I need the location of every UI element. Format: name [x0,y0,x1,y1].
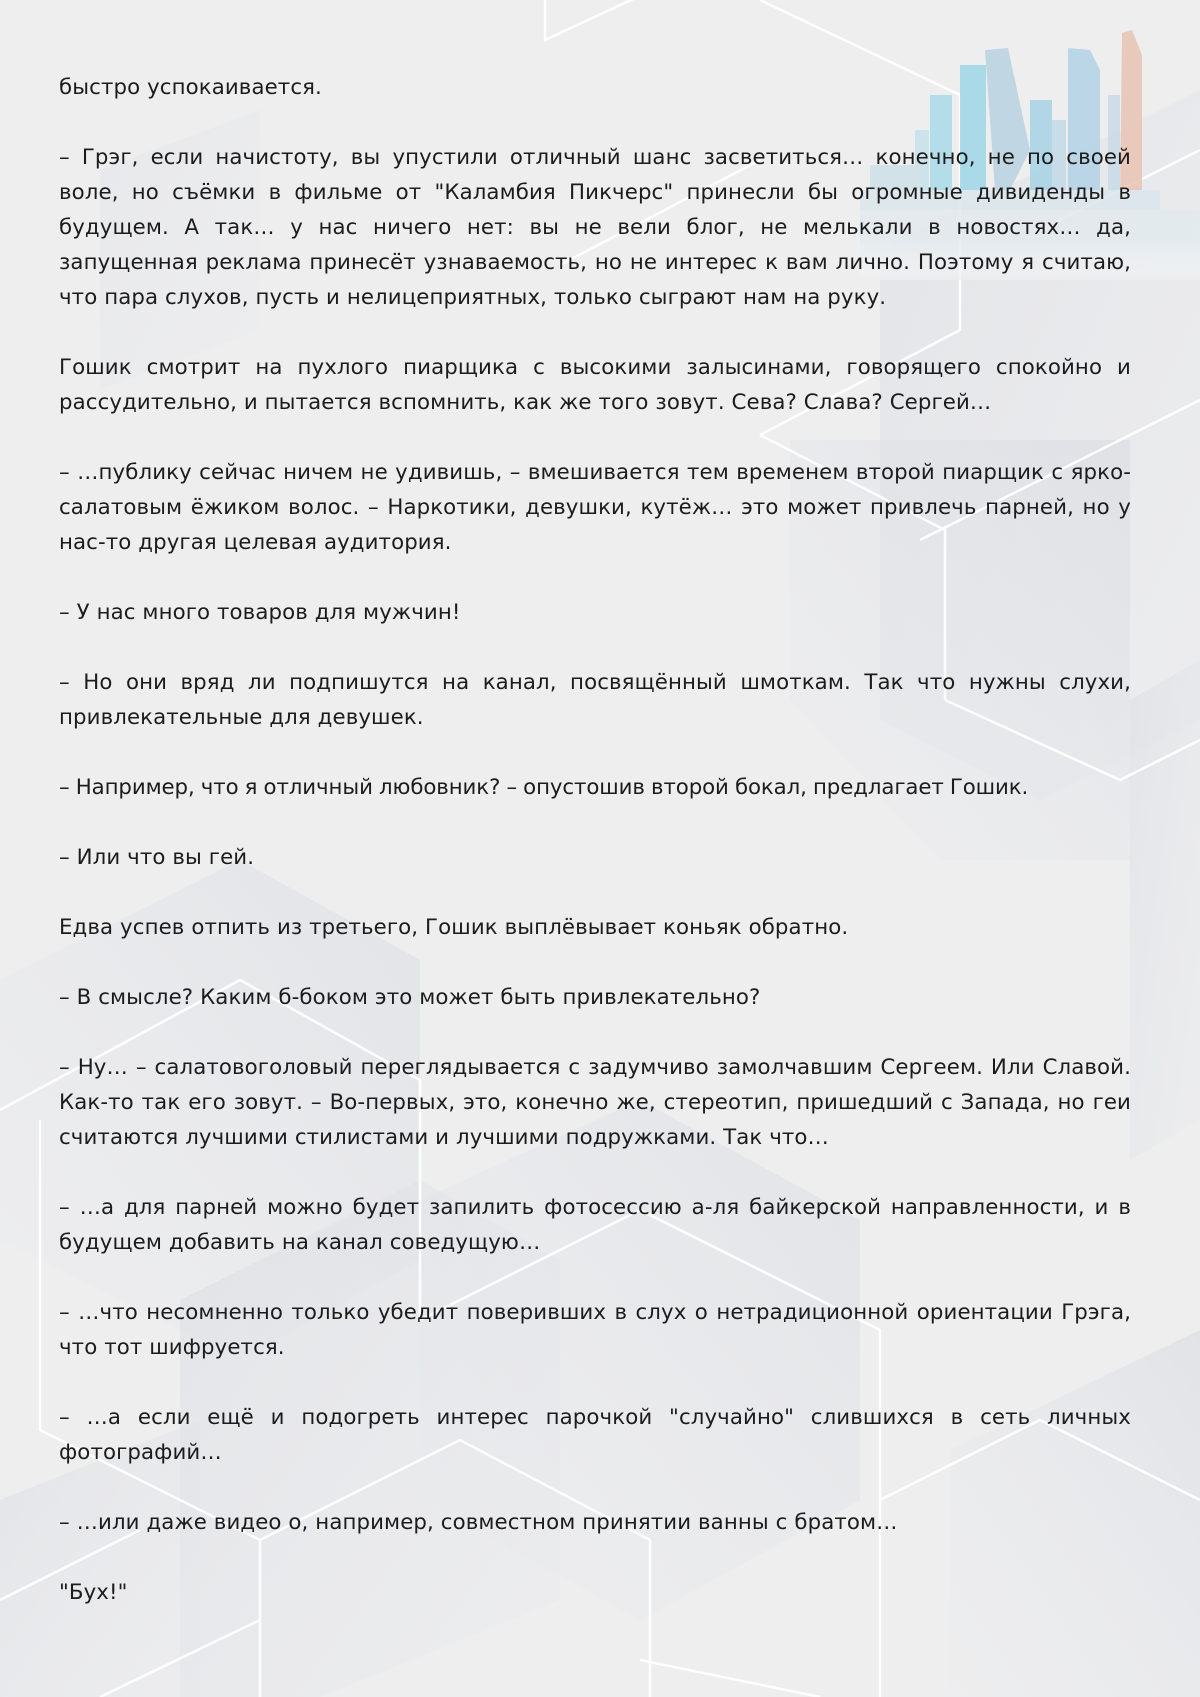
paragraph: – …а если ещё и подогреть интерес парочкой "случайно" слившихся в сеть личных фотографий… [59,1405,1131,1465]
paragraph: – Но они вряд ли подпишутся на канал, посвящённый шмоткам. Так что нужны слухи, привлекательные для девушек. [59,670,1131,730]
paragraph: Гошик смотрит на пухлого пиарщика с высокими залысинами, говорящего спокойно и рассудительно, и пытается вспомнить, как же того зовут. Сева? Слава? Сергей… [59,355,1131,415]
paragraph: быстро успокаивается. [59,75,322,100]
paragraph: – …публику сейчас ничем не удивишь, – вмешивается тем временем второй пиарщик с ярко-салатовым ёжиком волос. – Наркотики, девушки, кутёж… это может привлечь парней, но у нас-то другая целевая аудитория. [59,460,1131,555]
paragraph: – Или что вы гей. [59,845,255,870]
paragraph: – В смысле? Каким б-боком это может быть привлекательно? [59,985,761,1010]
paragraph: – Ну… – салатовоголовый переглядывается с задумчиво замолчавшим Сергеем. Или Славой. Как-то так его зовут. – Во-первых, это, конечно же, стереотип, пришедший с Запада, но геи считаются лучшими стилистами и лучшими подружками. Так что… [59,1055,1131,1150]
paragraph: – У нас много товаров для мужчин! [59,600,461,625]
paragraph: – …а для парней можно будет запилить фотосессию а-ля байкерской направленности, и в будущем добавить на канал соведущую… [59,1195,1131,1255]
paragraph: – …что несомненно только убедит поверивших в слух о нетрадиционной ориентации Грэга, что тот шифруется. [59,1300,1131,1360]
paragraph: – Например, что я отличный любовник? – опустошив второй бокал, предлагает Гошик. [59,775,1029,800]
paragraph: Едва успев отпить из третьего, Гошик выплёвывает коньяк обратно. [59,915,849,940]
paragraph: – …или даже видео о, например, совместном принятии ванны с братом… [59,1510,898,1535]
document-body [59,70,1131,1645]
paragraph: – Грэг, если начистоту, вы упустили отличный шанс засветиться… конечно, не по своей воле, но съёмки в фильме от "Каламбия Пикчерс" принесли бы огромные дивиденды в будущем. А так… у нас ничего нет: вы не вели блог, не мелькали в новостях… да, запущенная реклама принесёт узнаваемость, но не интерес к вам лично. Поэтому я считаю, что пара слухов, пусть и нелицеприятных, только сыграют нам на руку. [59,145,1131,310]
paragraph: "Бух!" [59,1580,128,1605]
